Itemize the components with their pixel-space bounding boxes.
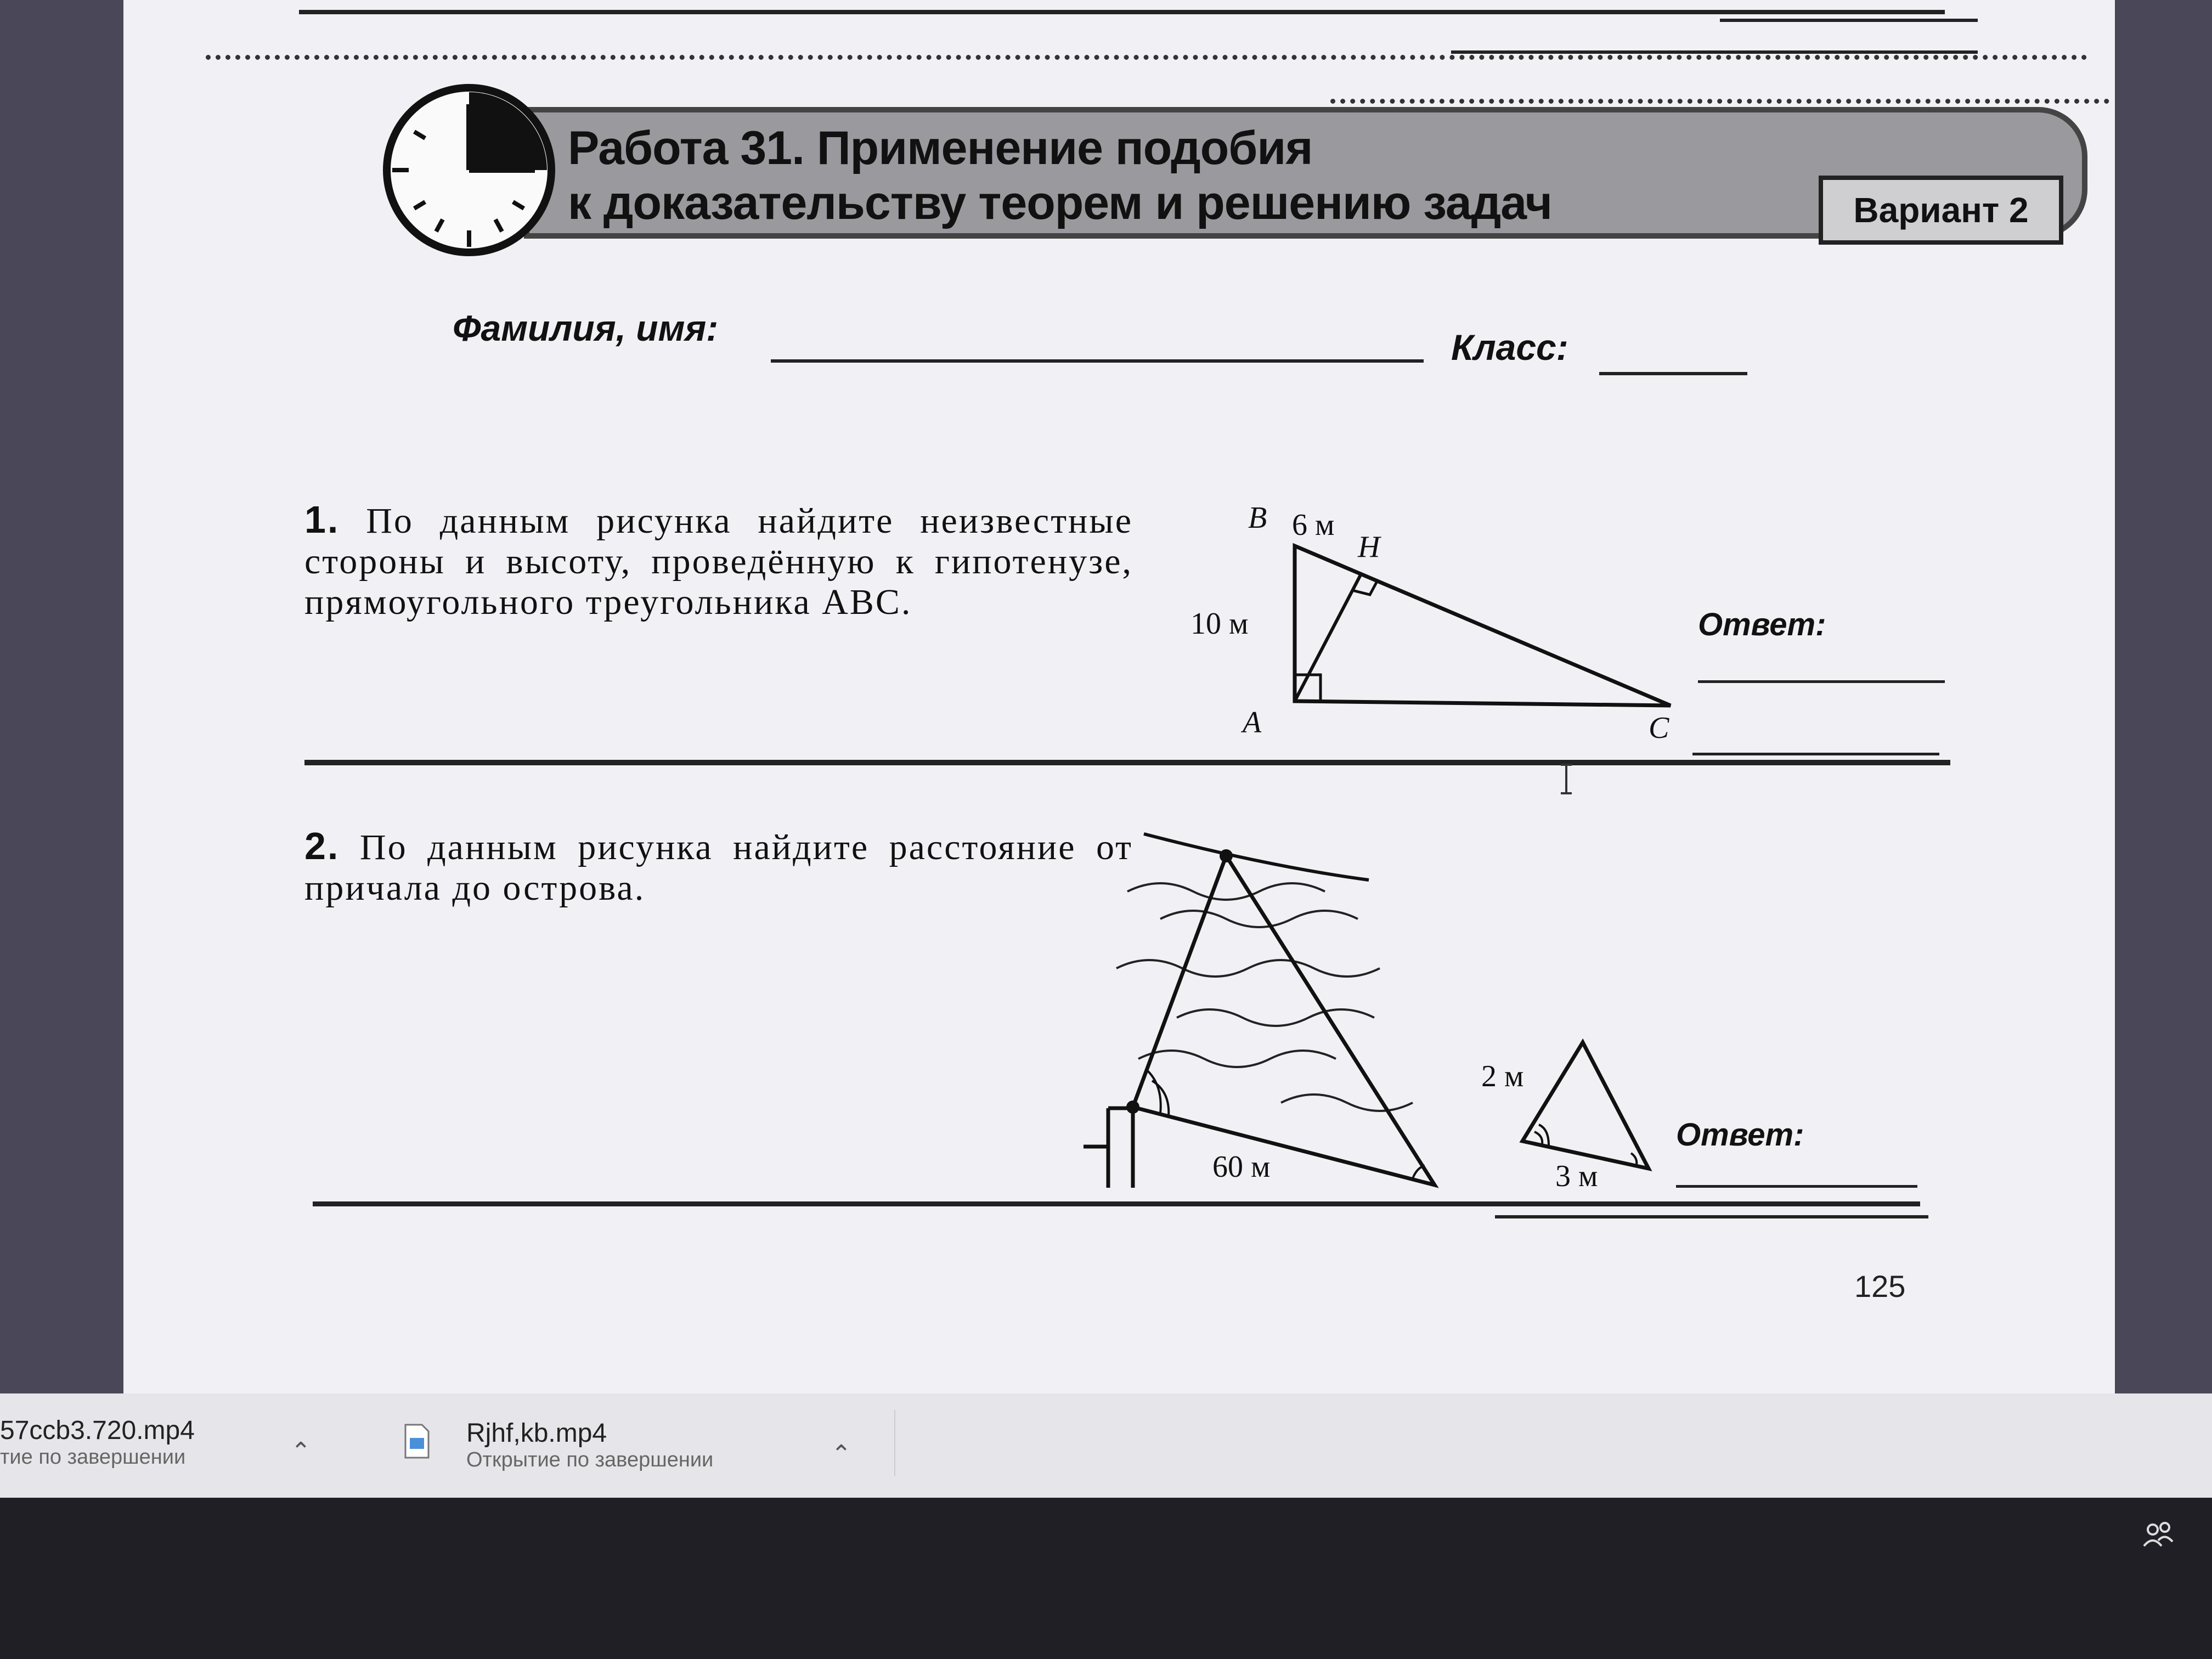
people-icon[interactable]: [2140, 1520, 2178, 1553]
work-title: [568, 121, 1775, 230]
task1-answer-line-2: [1692, 753, 1939, 755]
task2-figure: [1051, 823, 1544, 1196]
task2-number: 2.: [304, 825, 340, 867]
chevron-up-icon[interactable]: ⌃: [291, 1437, 311, 1465]
task1-text: По данным рисунка найдите неизвестные стороны и высоту, проведённую к гипотенузе, прямоугольного треугольника ABC.: [304, 501, 1133, 622]
work-title-line1: Работа 31. Применение подобия: [568, 122, 1313, 174]
section-divider-2b: [1495, 1215, 1928, 1218]
page-number: 125: [1854, 1269, 1906, 1304]
section-divider-2: [313, 1201, 1920, 1206]
small-triangle: [1506, 1031, 1671, 1180]
download-status-2: Открытие по завершении: [466, 1448, 714, 1471]
task2-text-block: [304, 826, 1133, 909]
download-bar: [0, 1393, 2212, 1498]
label-h: H: [1358, 530, 1380, 564]
download-name-2: Rjhf,kb.mp4: [466, 1419, 607, 1448]
class-line: [1599, 372, 1747, 375]
work-title-banner: [381, 82, 2087, 269]
monitor-bezel: [0, 1498, 2212, 1659]
label-3m: 3 м: [1555, 1159, 1598, 1193]
clock-icon: [381, 82, 557, 258]
section-divider-1: [304, 760, 1950, 765]
worksheet-page: [123, 0, 2115, 1393]
separator: [894, 1410, 895, 1476]
chevron-up-icon[interactable]: ⌃: [831, 1440, 851, 1468]
task2-answer-label: Ответ:: [1676, 1117, 1804, 1153]
task1-figure: [1243, 538, 1681, 724]
dotted-separator: [206, 55, 2087, 60]
top-rule: [299, 10, 1945, 14]
work-title-line2: к доказательству теорем и решению задач: [568, 177, 1552, 229]
label-bh: 6 м: [1292, 508, 1335, 542]
task1-answer-label: Ответ:: [1698, 607, 1826, 642]
top-rule-2: [1451, 50, 1978, 54]
class-label: Класс:: [1451, 327, 1568, 368]
label-2m: 2 м: [1481, 1059, 1524, 1093]
label-b: B: [1248, 501, 1267, 535]
task2-answer-line: [1676, 1185, 1917, 1188]
task1-answer-line-1: [1698, 680, 1945, 683]
label-ab: 10 м: [1190, 607, 1249, 641]
task1-number: 1.: [304, 498, 340, 541]
download-name-1: 57ccb3.720.mp4: [0, 1416, 195, 1445]
download-item-1[interactable]: [0, 1415, 195, 1469]
task2-text: По данным рисунка найдите расстояние от причала до острова.: [304, 827, 1133, 908]
name-label: Фамилия, имя:: [453, 308, 719, 348]
task1-text-block: [304, 499, 1133, 623]
file-icon: [403, 1424, 431, 1459]
top-rule-right: [1720, 19, 1978, 22]
name-line: [771, 359, 1424, 363]
variant-badge: Вариант 2: [1819, 176, 2063, 245]
download-item-2[interactable]: [466, 1418, 713, 1472]
download-status-1: тие по завершении: [0, 1446, 186, 1469]
label-c: C: [1649, 711, 1669, 745]
text-cursor-icon: [1558, 763, 1575, 795]
label-a: A: [1243, 706, 1262, 740]
label-60m: 60 м: [1212, 1150, 1271, 1184]
